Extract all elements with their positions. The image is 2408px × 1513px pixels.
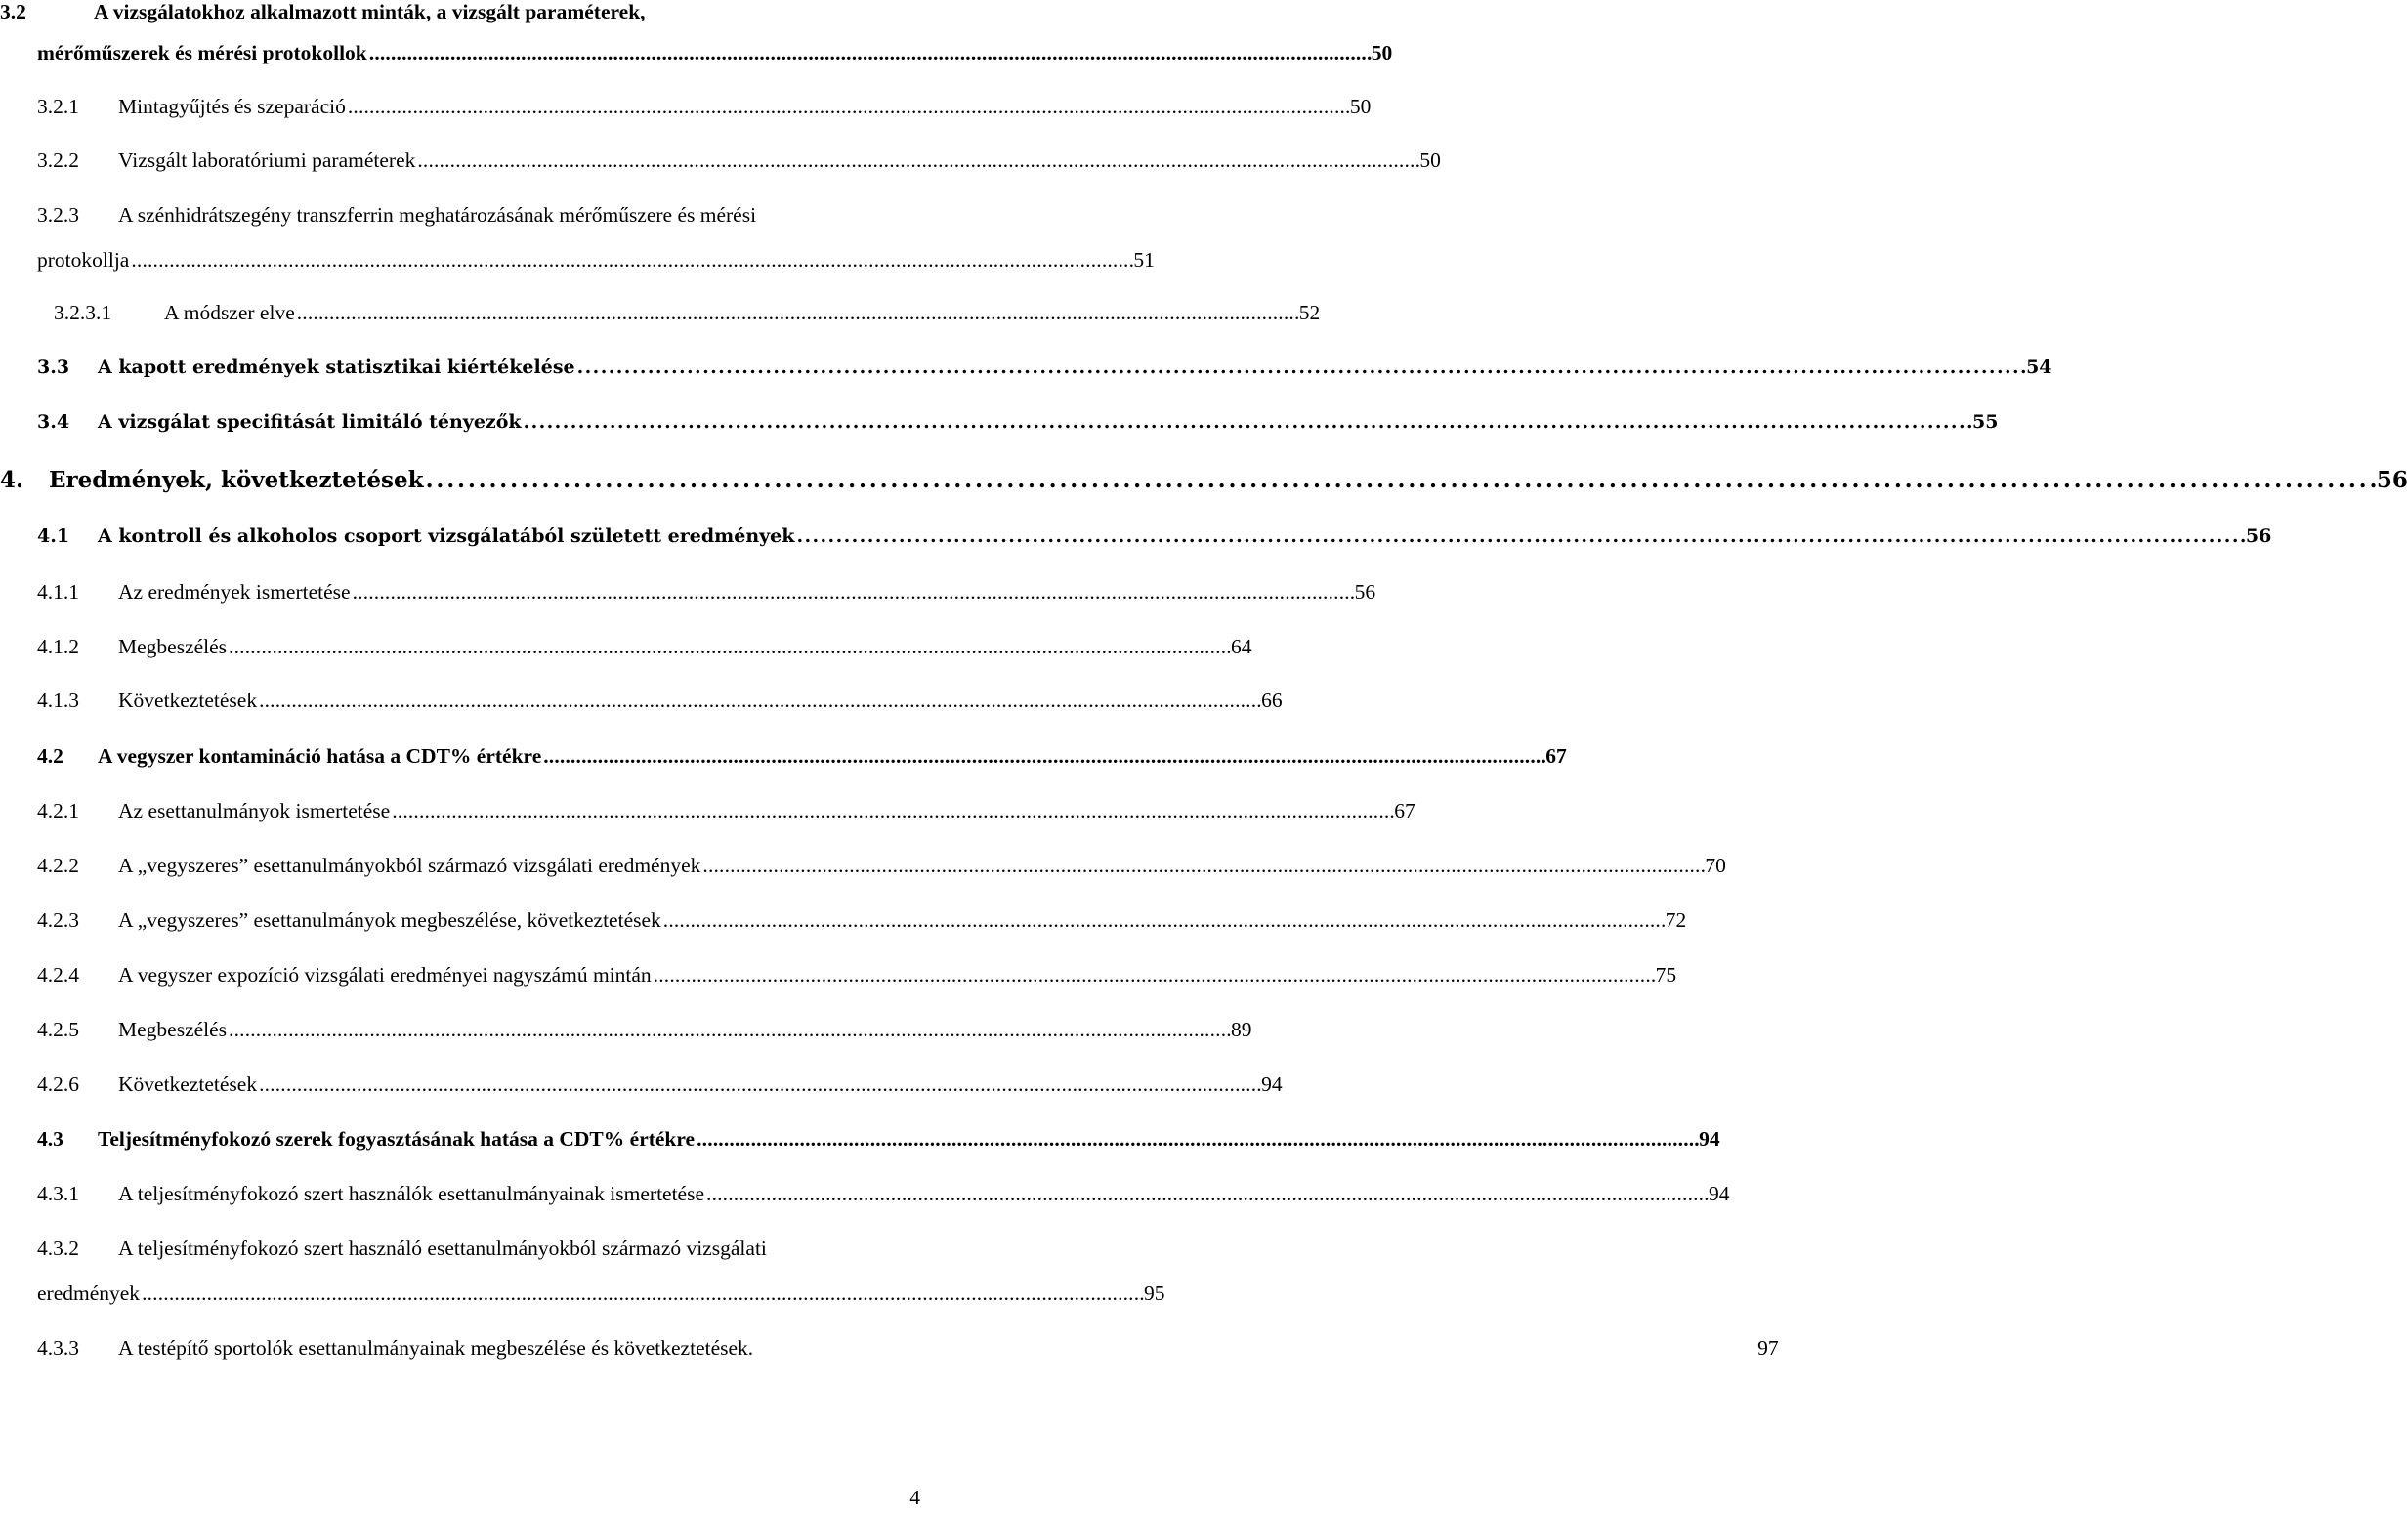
toc-entry-page: 50 <box>1419 148 1441 172</box>
toc-entry-page: 67 <box>1545 744 1567 768</box>
toc-entry-page: 50 <box>1371 41 1393 64</box>
toc-entry-number: 4.3 <box>37 1127 63 1151</box>
toc-leader-dots <box>417 148 1417 173</box>
toc-entry-title: Mintagyűjtés és szeparáció <box>118 95 346 118</box>
toc-entry-number: 4.2.2 <box>37 854 79 877</box>
toc-leader-dots <box>348 95 1348 119</box>
toc-entry-number: 4. <box>0 467 24 493</box>
toc-entry-number: 4.1 <box>37 525 70 547</box>
toc-entry-title: A vizsgálatokhoz alkalmazott minták, a vizsgált paraméterek, <box>94 0 646 23</box>
toc-entry-number: 4.2.5 <box>37 1018 79 1041</box>
toc-entry-title: Következtetések <box>118 689 258 712</box>
toc-entry-4-1-3[interactable] <box>37 689 1283 720</box>
toc-entry-number: 3.2.1 <box>37 95 79 118</box>
toc-entry-page: 51 <box>1133 248 1155 272</box>
toc-entry-title: A módszer elve <box>164 301 295 324</box>
toc-entry-title: Teljesítményfokozó szerek fogyasztásának hatása a CDT% értékre <box>98 1127 696 1151</box>
toc-leader-dots <box>654 963 1654 988</box>
toc-leader-dots <box>131 248 1131 273</box>
toc-entry-page: 56 <box>2245 525 2272 547</box>
toc-entry-page: 66 <box>1261 689 1283 712</box>
toc-leader-dots <box>577 357 2024 378</box>
toc-entry-page: 56 <box>2376 467 2408 493</box>
toc-leader-dots <box>697 1127 1697 1152</box>
toc-entry-4-1-1[interactable] <box>37 580 1376 611</box>
toc-leader-dots <box>142 1282 1142 1306</box>
toc-leader-dots <box>229 1018 1229 1042</box>
toc-entry-number: 3.2 <box>0 0 26 23</box>
toc-entry-title: Az esettanulmányok ismertetése <box>118 799 391 822</box>
toc-entry-title: Következtetések <box>118 1072 258 1096</box>
toc-entry-page: 52 <box>1298 301 1321 324</box>
toc-entry-3-2-3-cont[interactable] <box>37 248 1155 279</box>
toc-entry-4-3-2[interactable] <box>37 1237 920 1268</box>
toc-entry-4-2-1[interactable] <box>37 799 1415 830</box>
toc-entry-number: 3.4 <box>37 411 70 433</box>
toc-entry-number: 4.3.3 <box>37 1336 79 1360</box>
toc-entry-title: Vizsgált laboratóriumi paraméterek <box>118 148 416 172</box>
toc-entry-3-2-3[interactable] <box>37 203 920 234</box>
toc-entry-number: 3.2.3.1 <box>54 301 112 324</box>
toc-entry-number: 4.2.1 <box>37 799 79 822</box>
toc-entry-number: 4.1.3 <box>37 689 79 712</box>
toc-leader-dots <box>702 854 1703 878</box>
toc-entry-4-3-1[interactable] <box>37 1182 1730 1213</box>
toc-entry-page: 72 <box>1665 908 1687 932</box>
toc-entry-title: A szénhidrátszegény transzferrin meghatározásának mérőműszere és mérési <box>118 203 757 227</box>
toc-leader-dots <box>259 689 1259 713</box>
toc-leader-dots <box>297 301 1297 325</box>
toc-entry-page: 54 <box>2026 357 2052 378</box>
toc-entry-4-2-3[interactable] <box>37 908 1687 940</box>
toc-entry-page: 67 <box>1394 799 1415 822</box>
toc-leader-dots <box>543 744 1543 769</box>
toc-entry-page: 50 <box>1349 95 1372 118</box>
toc-entry-title: Megbeszélés <box>118 1018 228 1041</box>
toc-entry-title: eredmények <box>37 1282 141 1305</box>
toc-entry-number: 4.2.3 <box>37 908 79 932</box>
toc-entry-3-2-cont[interactable] <box>37 41 1393 72</box>
toc-entry-page: 89 <box>1231 1018 1252 1041</box>
toc-leader-dots <box>259 1072 1259 1097</box>
toc-entry-title: A teljesítményfokozó szert használó esettanulmányokból származó vizsgálati <box>118 1237 767 1260</box>
toc-entry-title: protokollja <box>37 248 130 272</box>
toc-entry-number: 4.1.1 <box>37 580 79 604</box>
toc-entry-title: mérőműszerek és mérési protokollok <box>37 41 367 64</box>
toc-entry-page: 70 <box>1705 854 1726 877</box>
toc-entry-3-4[interactable] <box>37 411 1999 442</box>
toc-entry-page: 64 <box>1231 635 1252 658</box>
toc-leader-dots <box>229 635 1229 659</box>
toc-leader-dots <box>353 580 1353 605</box>
toc-leader-dots <box>426 467 2375 493</box>
toc-entry-4-2-4[interactable] <box>37 963 1677 994</box>
toc-entry-3-3[interactable] <box>37 357 2052 388</box>
toc-entry-page: 97 <box>1757 1336 1779 1360</box>
toc-leader-dots <box>369 41 1370 65</box>
toc-entry-page: 55 <box>1972 411 1999 433</box>
toc-entry-number: 3.2.2 <box>37 148 79 172</box>
toc-entry-title: A vizsgálat specifitását limitáló tényezők <box>98 411 522 433</box>
toc-entry-4-3-3[interactable] <box>37 1336 1779 1367</box>
toc-entry-page: 94 <box>1709 1182 1730 1205</box>
toc-entry-4-2-5[interactable] <box>37 1018 1252 1049</box>
toc-leader-dots <box>392 799 1392 823</box>
toc-entry-4-3-2-cont[interactable] <box>37 1282 1165 1313</box>
toc-entry-title: A vegyszer expozíció vizsgálati eredményei nagyszámú mintán <box>118 963 652 987</box>
toc-entry-title: A testépítő sportolók esettanulmányainak megbeszélése és következtetések. <box>118 1336 754 1360</box>
toc-entry-title: Megbeszélés <box>118 635 228 658</box>
toc-entry-number: 3.3 <box>37 357 70 378</box>
toc-leader-dots <box>706 1182 1707 1206</box>
toc-leader-dots <box>524 411 1970 433</box>
toc-entry-3-2-1[interactable] <box>37 95 1372 126</box>
toc-entry-page: 56 <box>1354 580 1376 604</box>
toc-entry-4-1[interactable] <box>37 525 2272 557</box>
toc-entry-page: 75 <box>1655 963 1677 987</box>
toc-leader-dots <box>663 908 1664 933</box>
toc-entry-title: A „vegyszeres” esettanulmányokból származó vizsgálati eredmények <box>118 854 701 877</box>
toc-leader-dots <box>796 525 2243 547</box>
toc-entry-number: 4.3.1 <box>37 1182 79 1205</box>
toc-entry-3-2[interactable] <box>0 0 920 31</box>
toc-entry-title: Eredmények, következtetések <box>49 467 424 493</box>
toc-entry-4-2-6[interactable] <box>37 1072 1283 1104</box>
toc-entry-number: 4.2 <box>37 744 63 768</box>
toc-entry-title: Az eredmények ismertetése <box>118 580 351 604</box>
toc-entry-number: 4.2.6 <box>37 1072 79 1096</box>
toc-entry-title: A „vegyszeres” esettanulmányok megbeszélése, következtetések <box>118 908 661 932</box>
toc-entry-number: 4.3.2 <box>37 1237 79 1260</box>
toc-entry-4-2[interactable] <box>37 744 1567 776</box>
page-number: 4 <box>909 1486 920 1509</box>
toc-entry-title: A vegyszer kontamináció hatása a CDT% értékre <box>98 744 542 768</box>
toc-entry-page: 94 <box>1699 1127 1720 1151</box>
toc-entry-4-3[interactable] <box>37 1127 1720 1158</box>
toc-entry-3-2-2[interactable] <box>37 148 1441 180</box>
toc-entry-number: 4.1.2 <box>37 635 79 658</box>
toc-entry-title: A teljesítményfokozó szert használók esettanulmányainak ismertetése <box>118 1182 705 1205</box>
toc-entry-4[interactable] <box>0 467 2408 498</box>
toc-entry-title: A kapott eredmények statisztikai kiértékelése <box>98 357 575 378</box>
toc-entry-4-1-2[interactable] <box>37 635 1252 666</box>
toc-entry-3-2-3-1[interactable] <box>54 301 1321 332</box>
toc-entry-page: 94 <box>1261 1072 1283 1096</box>
toc-entry-page: 95 <box>1144 1282 1165 1305</box>
toc-entry-number: 3.2.3 <box>37 203 79 227</box>
toc-entry-number: 4.2.4 <box>37 963 79 987</box>
toc-entry-4-2-2[interactable] <box>37 854 1726 885</box>
toc-entry-title: A kontroll és alkoholos csoport vizsgálatából született eredmények <box>98 525 795 547</box>
